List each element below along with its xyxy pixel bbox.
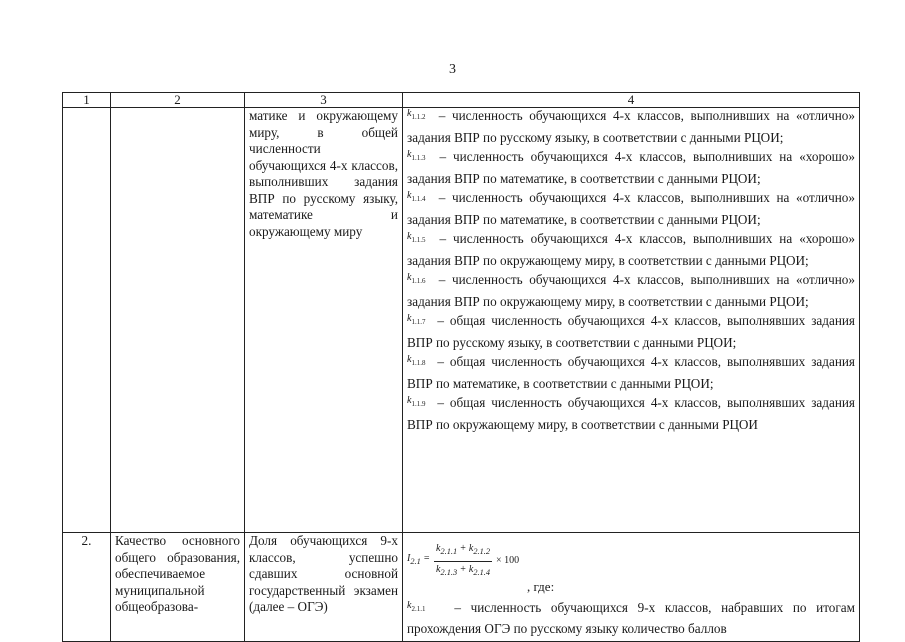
formula-where: , где: <box>527 579 555 594</box>
variable-symbol: k1.1.4 <box>407 190 426 203</box>
row1-criterion-cell <box>111 108 245 533</box>
table-row <box>63 533 860 642</box>
variable-description: – общая численность обучающихся 4-х классов, выполнявших задания ВПР по математике, в соответствии с данными РЦОИ; <box>407 354 855 391</box>
row1-description-cell <box>403 108 860 533</box>
variable-description: – численность обучающихся 4-х классов, выполнивших на «отлично» задания ВПР по окружающему миру, в соответствии с данными РЦОИ; <box>407 272 855 309</box>
description-item <box>407 354 855 392</box>
variable-symbol: k1.1.3 <box>407 149 426 162</box>
variable-symbol: k1.1.5 <box>407 231 426 244</box>
description-item <box>407 149 855 187</box>
formula-numerator: $k_{2.1.1} + k_{2.1.2}$ <box>434 541 492 562</box>
header-col-3: 3 <box>245 93 403 108</box>
variable-description: – численность обучающихся 4-х классов, выполнивших на «отлично» задания ВПР по математике, в соответствии с данными РЦОИ; <box>407 190 855 227</box>
header-col-1: 1 <box>63 93 111 108</box>
variable-symbol: k1.1.6 <box>407 272 426 285</box>
row2-indicator-text: Доля обучающихся 9-х классов, успешно сдавших основной государственный экзамен (далее – ОГЭ) <box>249 533 398 614</box>
row2-criterion-text: Качество основного общего образования, обеспечиваемое муниципальной общеобразова- <box>115 533 240 614</box>
row2-criterion-cell <box>111 533 245 642</box>
variable-description: – численность обучающихся 4-х классов, выполнивших на «хорошо» задания ВПР по окружающему миру, в соответствии с данными РЦОИ; <box>407 231 855 268</box>
row1-number-cell <box>63 108 111 533</box>
description-item <box>407 313 855 351</box>
row1-indicator-text: матике и окружающему миру, в общей численности обучающихся 4-х классов, выполнивших задания ВПР по русскому языку, математике и окружающему миру <box>249 108 398 239</box>
variable-description: – общая численность обучающихся 4-х классов, выполнявших задания ВПР по русскому языку, в соответствии с данными РЦОИ; <box>407 313 855 350</box>
table-header-row <box>63 93 860 108</box>
formula: $I_{2.1}$ = $\frac{k_{2.1.1} + k_{2.1.2}}{k_{2.1.3} + k_{2.1.4}}$ × 100 <box>407 541 855 581</box>
variable-symbol: k1.1.7 <box>407 313 426 326</box>
row2-indicator-cell <box>245 533 403 642</box>
variable-description: – численность обучающихся 4-х классов, выполнивших на «хорошо» задания ВПР по математике, в соответствии с данными РЦОИ; <box>407 149 855 186</box>
description-item <box>407 272 855 310</box>
row2-description-cell <box>403 533 860 642</box>
page-number: 3 <box>449 62 456 77</box>
description-item <box>407 108 855 146</box>
table-row <box>63 108 860 533</box>
variable-symbol: k1.1.8 <box>407 354 426 367</box>
row2-number-cell: 2. <box>63 533 111 642</box>
description-item: $^{k_{2.1.1}}$ – численность обучающихся 9-х классов, набравших по итогам прохождения ОГЭ по русскому языку количество баллов <box>407 599 855 636</box>
header-col-2: 2 <box>111 93 245 108</box>
formula-lhs: I <box>407 553 411 565</box>
description-item <box>407 395 855 433</box>
header-col-4: 4 <box>403 93 860 108</box>
formula-denominator: $k_{2.1.3} + k_{2.1.4}$ <box>436 563 490 577</box>
variable-symbol: k1.1.9 <box>407 395 426 408</box>
row1-indicator-cell <box>245 108 403 533</box>
variable-description: – общая численность обучающихся 4-х классов, выполнявших задания ВПР по окружающему миру, в соответствии с данными РЦОИ <box>407 395 855 432</box>
variable-symbol: k1.1.2 <box>407 108 426 121</box>
description-item <box>407 190 855 228</box>
description-item <box>407 231 855 269</box>
formula-lhs-sub: 2.1 <box>410 557 421 567</box>
formula-multiplier: × 100 <box>495 554 520 566</box>
formula-fraction <box>434 541 492 581</box>
variable-description: – численность обучающихся 4-х классов, выполнивших на «отлично» задания ВПР по русскому языку, в соответствии с данными РЦОИ; <box>407 108 855 145</box>
indicators-table <box>62 92 860 642</box>
